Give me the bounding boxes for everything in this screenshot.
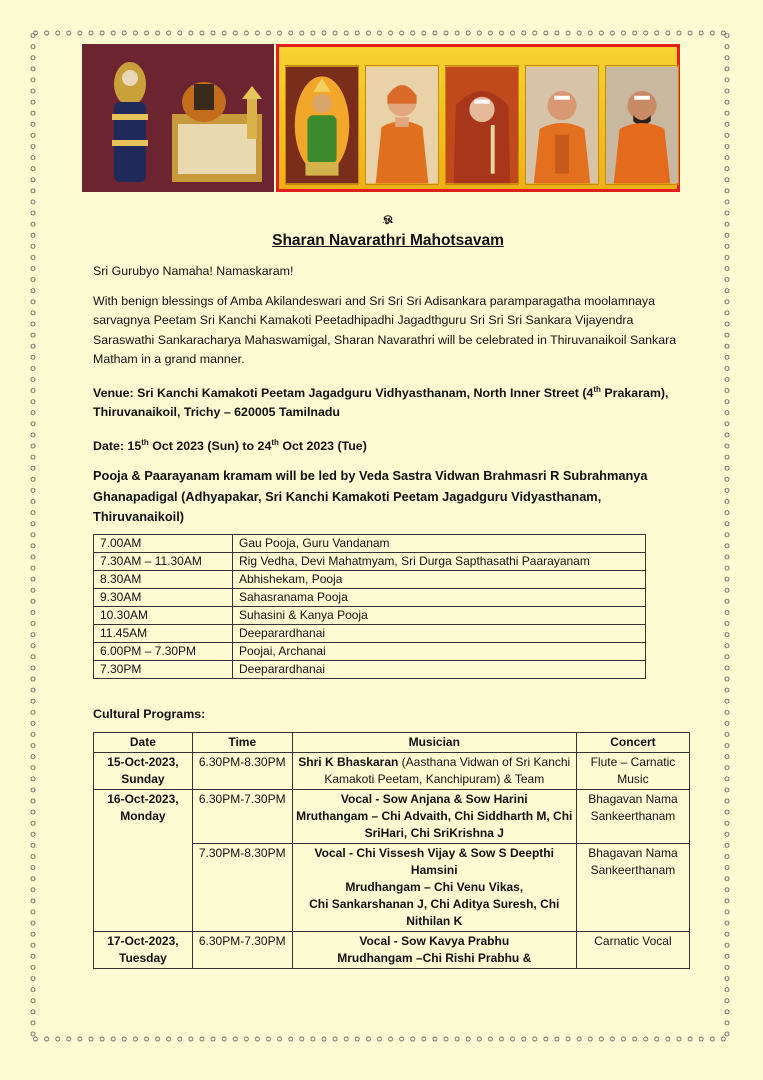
cultural-programs-heading: Cultural Programs: bbox=[93, 706, 206, 721]
header-banner bbox=[82, 44, 680, 194]
table-row bbox=[94, 642, 646, 660]
column-header-date: Date bbox=[94, 733, 193, 753]
table-row bbox=[94, 552, 646, 570]
schedule-event: Rig Vedha, Devi Mahatmyam, Sri Durga Sapthasathi Paarayanam bbox=[233, 552, 646, 570]
program-musician: Vocal - Chi Vissesh Vijay & Sow S Deepthi Hamsini Mrudhangam – Chi Venu Vikas, Chi Sankarshanan J, Chi Aditya Suresh, Chi Nithilan K bbox=[292, 844, 576, 932]
schedule-event: Abhishekam, Pooja bbox=[233, 570, 646, 588]
led-by-text: Pooja & Paarayanam kramam will be led by Veda Sastra Vidwan Brahmasri R Subrahmanya Ghanapadigal (Adhyapakar, Sri Kanchi Kamakoti Peetam Jagadguru Vidyasthanam, Thiruvanaikoil) bbox=[93, 468, 648, 525]
table-header-row bbox=[94, 733, 690, 753]
notice-content bbox=[93, 212, 683, 969]
program-concert: Bhagavan Nama Sankeerthanam bbox=[576, 844, 689, 932]
schedule-time: 9.30AM bbox=[94, 588, 233, 606]
table-row bbox=[94, 932, 690, 969]
schedule-time: 7.30AM – 11.30AM bbox=[94, 552, 233, 570]
column-header-musician: Musician bbox=[292, 733, 576, 753]
program-time: 6.30PM-7.30PM bbox=[192, 790, 292, 844]
table-row bbox=[94, 790, 690, 844]
schedule-time: 7.00AM bbox=[94, 534, 233, 552]
schedule-time: 7.30PM bbox=[94, 660, 233, 678]
table-row bbox=[94, 660, 646, 678]
daily-schedule-table bbox=[93, 534, 646, 679]
program-concert: Carnatic Vocal bbox=[576, 932, 689, 969]
schedule-time: 6.00PM – 7.30PM bbox=[94, 642, 233, 660]
table-row bbox=[94, 534, 646, 552]
column-header-concert: Concert bbox=[576, 733, 689, 753]
greeting-text: Sri Gurubyo Namaha! Namaskaram! bbox=[93, 264, 294, 278]
program-date: 17-Oct-2023, Tuesday bbox=[94, 932, 193, 969]
program-musician: Vocal - Sow Kavya Prabhu Mrudhangam –Chi Rishi Prabhu & bbox=[292, 932, 576, 969]
schedule-time: 10.30AM bbox=[94, 606, 233, 624]
program-date: 15-Oct-2023, Sunday bbox=[94, 753, 193, 790]
adi-sankara-image bbox=[365, 65, 439, 185]
om-symbol: ஓ bbox=[383, 212, 393, 224]
program-concert: Bhagavan Nama Sankeerthanam bbox=[576, 790, 689, 844]
schedule-event: Poojai, Archanai bbox=[233, 642, 646, 660]
deity-alankaram-image bbox=[82, 44, 274, 192]
program-musician: Shri K Bhaskaran (Aasthana Vidwan of Sri Kanchi Kamakoti Peetam, Kanchipuram) & Team bbox=[292, 753, 576, 790]
jayendra-image bbox=[525, 65, 599, 185]
program-time: 7.30PM-8.30PM bbox=[192, 844, 292, 932]
schedule-event: Deeparardhanai bbox=[233, 660, 646, 678]
schedule-event: Deeparardhanai bbox=[233, 624, 646, 642]
vijayendra-image bbox=[605, 65, 679, 185]
program-date: 16-Oct-2023, Monday bbox=[94, 790, 193, 932]
table-row bbox=[94, 753, 690, 790]
ambal-image bbox=[285, 65, 359, 185]
schedule-event: Sahasranama Pooja bbox=[233, 588, 646, 606]
schedule-time: 11.45AM bbox=[94, 624, 233, 642]
cultural-programs-table bbox=[93, 732, 690, 969]
paramacharya-image bbox=[445, 65, 519, 185]
date-range-text: Date: 15th Oct 2023 (Sun) to 24th Oct 2023 (Tue) bbox=[93, 437, 367, 453]
schedule-event: Gau Pooja, Guru Vandanam bbox=[233, 534, 646, 552]
page-title: Sharan Navarathri Mahotsavam bbox=[272, 232, 504, 249]
table-row bbox=[94, 588, 646, 606]
program-time: 6.30PM-7.30PM bbox=[192, 932, 292, 969]
venue-text: Venue: Sri Kanchi Kamakoti Peetam Jagadguru Vidhyasthanam, North Inner Street (4th Prakaram), Thiruvanaikoil, Trichy – 620005 Tamilnadu bbox=[93, 384, 669, 420]
blessing-paragraph: With benign blessings of Amba Akilandeswari and Sri Sri Sri Adisankara paramparagatha moolamnaya sarvagnya Peetam Sri Kanchi Kamakoti Peetadhipadhi Jagadthguru Sri Sri Sri Sankara Vijayendra Saraswathi Sankaracharya Mahaswamigal, Sharan Navarathri will be celebrated in Thiruvanaikoil Sankara Matham in a grand manner. bbox=[93, 293, 677, 366]
guru-parampara-panel bbox=[276, 44, 680, 192]
schedule-time: 8.30AM bbox=[94, 570, 233, 588]
program-musician: Vocal - Sow Anjana & Sow Harini Mruthangam – Chi Advaith, Chi Siddharth M, Chi SriHari, Chi SriKrishna J bbox=[292, 790, 576, 844]
program-time: 6.30PM-8.30PM bbox=[192, 753, 292, 790]
table-row bbox=[94, 606, 646, 624]
column-header-time: Time bbox=[192, 733, 292, 753]
table-row bbox=[94, 570, 646, 588]
table-row bbox=[94, 624, 646, 642]
schedule-event: Suhasini & Kanya Pooja bbox=[233, 606, 646, 624]
program-concert: Flute – Carnatic Music bbox=[576, 753, 689, 790]
